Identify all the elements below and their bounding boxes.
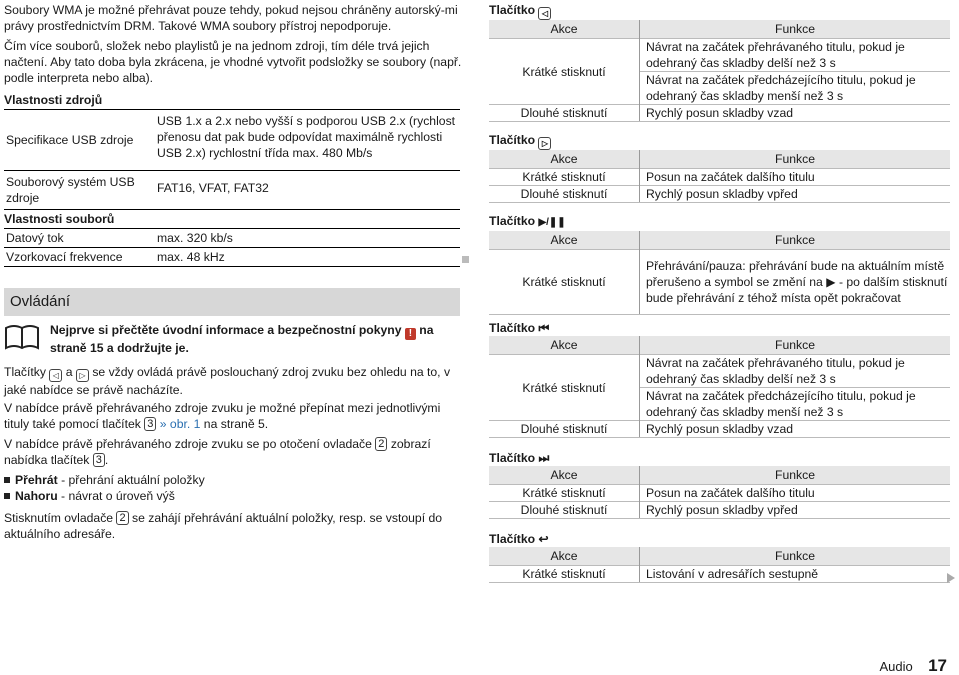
page-footer xyxy=(879,658,947,675)
function-cell: Rychlý posun skladby vpřed xyxy=(640,502,951,519)
body-paragraph-3: V nabídce právě přehrávaného zdroje zvuku se po otočení ovladače 2 zobrazí nabídka tlačítek 3 . xyxy=(4,437,431,467)
action-cell: Dlouhé stisknutí xyxy=(489,502,640,519)
intro-paragraph-2: Čím více souborů, složek nebo playlistů je na jednom zdroji, tím déle trvá jejich načtení. Aby tato doba byla zkrácena, je vhodné vytvořit podsložky se soubory (např. podle interpreta nebo alba). xyxy=(4,39,462,85)
spec-row-fs xyxy=(4,170,460,210)
list-item: Přehrát - přehrání aktuální položky xyxy=(4,472,462,488)
col-function: Funkce xyxy=(640,547,951,566)
next-key-icon: ▷ xyxy=(76,369,89,382)
table-title: Tlačítko ◁ xyxy=(489,2,950,20)
col-action: Akce xyxy=(489,336,640,355)
body-paragraph-4: Stisknutím ovladače 2 se zahájí přehrávání aktuální položky, resp. se vstoupí do aktuálního adresáře. xyxy=(4,511,443,541)
function-cell: Rychlý posun skladby vzad xyxy=(640,421,951,438)
action-cell: Krátké stisknutí xyxy=(489,250,640,315)
table-title: Tlačítko ⏭ xyxy=(489,451,550,465)
body-paragraph-1: Tlačítky ◁ a ▷ se vždy ovládá právě poslouchaný zdroj zvuku bez ohledu na to, v jaké nabídce se právě nacházíte. xyxy=(4,365,451,397)
intro-paragraph-1: Soubory WMA je možné přehrávat pouze tehdy, pokud nejsou chráněny autorský-mi právy prostřednictvím DRM. Takové WMA soubory přístroj nepodporuje. xyxy=(4,3,458,33)
action-cell: Krátké stisknutí xyxy=(489,485,640,502)
skip-forward-icon: ⏭ xyxy=(538,451,550,465)
prev-key-icon: ◁ xyxy=(49,369,62,382)
section-banner xyxy=(4,288,460,316)
bullet-list xyxy=(4,472,462,504)
file-row-samplerate xyxy=(4,247,460,267)
spec-key: Souborový systém USB zdroje xyxy=(6,175,135,205)
action-cell: Krátké stisknutí xyxy=(489,39,640,105)
col-function: Funkce xyxy=(640,336,951,355)
file-key: Datový tok xyxy=(6,231,64,245)
function-cell: Přehrávání/pauza: přehrávání bude na aktuálním místě přerušeno a symbol se změní na ▶ - po dalším stisknutí bude přehrávání z téhož místa opět pokračovat xyxy=(640,250,951,315)
action-cell: Krátké stisknutí xyxy=(489,169,640,186)
col-action: Akce xyxy=(489,466,640,485)
col-function: Funkce xyxy=(640,20,951,39)
warning-icon: ! xyxy=(405,328,416,340)
action-cell: Dlouhé stisknutí xyxy=(489,421,640,438)
spec-value: FAT16, VFAT, FAT32 xyxy=(157,181,269,195)
action-cell: Dlouhé stisknutí xyxy=(489,186,640,203)
safety-note xyxy=(50,322,460,356)
function-cell: Rychlý posun skladby vzad xyxy=(640,105,951,122)
file-value: max. 320 kb/s xyxy=(157,231,233,245)
table-play-pause xyxy=(489,213,950,315)
file-value: max. 48 kHz xyxy=(157,250,225,264)
function-cell: Návrat na začátek přehrávaného titulu, pokud je odehraný čas skladby delší než 3 s xyxy=(640,39,951,72)
table-prev-button xyxy=(489,2,950,122)
table-title: Tlačítko ⏮ xyxy=(489,321,550,335)
table-title: Tlačítko ↩ xyxy=(489,532,549,546)
footer-section: Audio xyxy=(879,659,913,674)
spec-value: USB 1.x a 2.x nebo vyšší s podporou USB 2.x (rychlost přenosu dat pak bude odpovídat maximálně rychlosti USB 2.x) rychlostní třída max. 480 Mb/s xyxy=(157,114,456,160)
function-cell: Listování v adresářích sestupně xyxy=(640,566,951,583)
page-number: 17 xyxy=(928,656,947,675)
file-key: Vzorkovací frekvence xyxy=(6,250,123,264)
files-heading: Vlastnosti souborů xyxy=(4,212,115,226)
col-function: Funkce xyxy=(640,150,951,169)
table-skip-back xyxy=(489,320,950,438)
skip-back-icon: ⏮ xyxy=(538,321,550,335)
back-arrow-icon: ↩ xyxy=(538,532,549,546)
col-action: Akce xyxy=(489,20,640,39)
continue-arrow-icon xyxy=(947,573,955,583)
function-cell: Návrat na začátek předcházejícího titulu, pokud je odehraný čas skladby menší než 3 s xyxy=(640,72,951,105)
spec-row-usb xyxy=(4,109,460,170)
key-2: 2 xyxy=(375,437,387,451)
key-2: 2 xyxy=(116,511,128,525)
spec-key: Specifikace USB zdroje xyxy=(6,133,134,147)
function-cell: Posun na začátek dalšího titulu xyxy=(640,169,951,186)
col-action: Akce xyxy=(489,150,640,169)
col-action: Akce xyxy=(489,547,640,566)
function-cell: Návrat na začátek přehrávaného titulu, pokud je odehraný čas skladby delší než 3 s xyxy=(640,355,951,388)
key-3: 3 xyxy=(93,453,105,467)
play-pause-icon: ▶/❚❚ xyxy=(538,217,566,228)
function-cell: Návrat na začátek předcházejícího titulu, pokud je odehraný čas skladby menší než 3 s xyxy=(640,388,951,421)
note-text-end: na straně 15 a dodržujte je. xyxy=(50,323,434,355)
table-title: Tlačítko ▶/❚❚ xyxy=(489,214,566,228)
end-marker xyxy=(462,256,469,263)
col-action: Akce xyxy=(489,231,640,250)
function-cell: Rychlý posun skladby vpřed xyxy=(640,186,951,203)
table-next-button xyxy=(489,132,950,203)
col-function: Funkce xyxy=(640,231,951,250)
function-cell: Posun na začátek dalšího titulu xyxy=(640,485,951,502)
key-3: 3 xyxy=(144,417,156,431)
prev-key-icon: ◁ xyxy=(538,7,551,20)
book-icon xyxy=(4,324,40,350)
body-paragraph-2: V nabídce právě přehrávaného zdroje zvuku je možné přepínat mezi jednotlivými tituly také pomocí tlačítek 3 » obr. 1 na straně 5. xyxy=(4,401,441,431)
list-item: Nahoru - návrat o úroveň výš xyxy=(4,488,462,504)
col-function: Funkce xyxy=(640,466,951,485)
note-text: Nejprve si přečtěte úvodní informace a bezpečnostní pokyny xyxy=(50,323,402,337)
table-skip-forward xyxy=(489,450,950,519)
file-row-bitrate xyxy=(4,228,460,247)
sources-heading: Vlastnosti zdrojů xyxy=(4,93,103,107)
action-cell: Krátké stisknutí xyxy=(489,566,640,583)
action-cell: Dlouhé stisknutí xyxy=(489,105,640,122)
figure-link[interactable]: » obr. 1 xyxy=(159,417,201,431)
action-cell: Krátké stisknutí xyxy=(489,355,640,421)
section-title: Ovládání xyxy=(10,293,71,310)
table-back-button xyxy=(489,531,950,583)
table-title: Tlačítko ▷ xyxy=(489,132,950,150)
next-key-icon: ▷ xyxy=(538,137,551,150)
